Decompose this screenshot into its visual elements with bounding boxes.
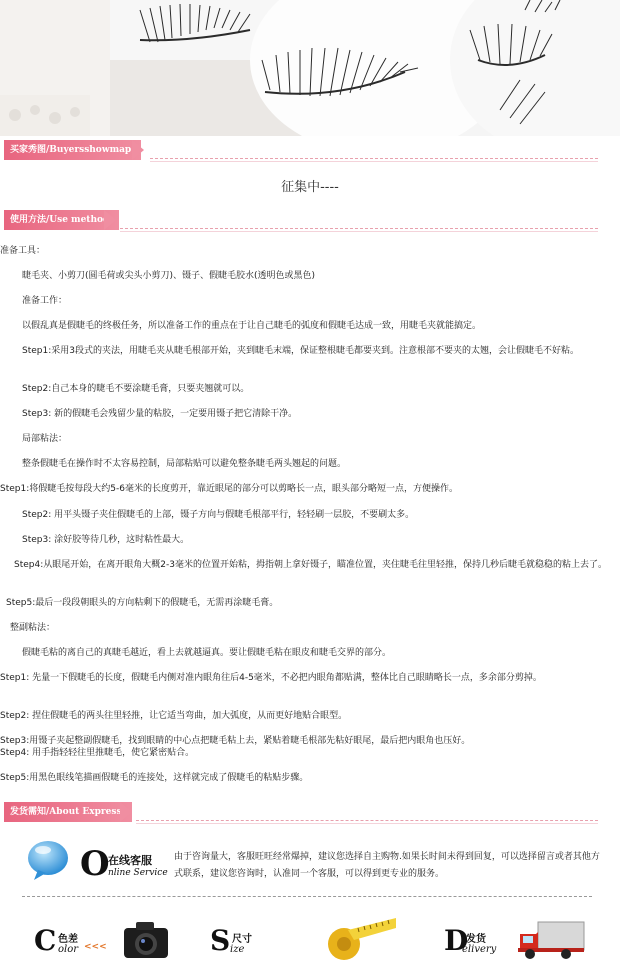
whole-step1: Step1: 先量一下假睫毛的长度，假睫毛内侧对准内眼角往后4-5毫米，不必把内眼角都贴满，整体比自己眼睛略长一点，多余部分剪掉。 bbox=[0, 673, 542, 683]
banner-arrow bbox=[104, 210, 116, 230]
tools-title: 准备工具： bbox=[0, 246, 46, 256]
chat-bubble-icon bbox=[24, 836, 72, 884]
divider bbox=[22, 896, 592, 897]
footer-info-bar bbox=[0, 898, 620, 960]
partial-step2: Step2: 用平头镊子夹住假睫毛的上部，镊子方向与假睫毛根部平行，轻轻刷一层胶，不要刷太多。 bbox=[22, 510, 415, 520]
service-text: 由于咨询量大，客服旺旺经常爆掉，建议您选择自主购物.如果长时间未得到回复，可以选择留言或者其他方式联系，建议您咨询时，认准同一个客服，可以得到更专业的服务。 bbox=[174, 852, 600, 879]
delivery-en: elivery bbox=[462, 944, 497, 955]
divider bbox=[120, 231, 598, 232]
logo-en: nline Service bbox=[108, 868, 168, 878]
color-en: olor bbox=[58, 944, 79, 955]
partial-title: 局部粘法： bbox=[22, 434, 68, 444]
arrows: <<< bbox=[84, 942, 107, 952]
product-photo bbox=[0, 0, 620, 136]
whole-step2: Step2: 捏住假睫毛的两头往里轻推，让它适当弯曲，加大弧度，从而更好地贴合眼型。 bbox=[0, 711, 348, 721]
divider bbox=[136, 820, 598, 821]
tools-list: 睫毛夹、小剪刀(圆毛荷或尖头小剪刀)、镊子、假睫毛胶水(透明色或黑色) bbox=[22, 271, 316, 281]
divider bbox=[150, 161, 598, 162]
size-en: ize bbox=[230, 944, 245, 955]
whole-step4: Step4: 用手指轻轻往里推睫毛，使它紧密贴合。 bbox=[0, 748, 195, 758]
logo-cn: 在线客服 bbox=[108, 854, 152, 867]
prep-title: 准备工作： bbox=[22, 296, 68, 306]
delivery-truck-icon bbox=[516, 918, 586, 960]
size-cn: 尺寸 bbox=[232, 934, 252, 945]
partial-step1: Step1:将假睫毛按每段大约5-6毫米的长度剪开，靠近眼尾的部分可以剪略长一点，眼头部分略短一点，方便操作。 bbox=[0, 484, 458, 494]
section-label: 买家秀图/Buyersshowmap bbox=[4, 140, 141, 160]
prep-step3: Step3: 新的假睫毛会残留少量的粘胶，一定要用镊子把它清除干净。 bbox=[22, 409, 298, 419]
partial-step3: Step3: 涂好胶等待几秒，这时粘性最大。 bbox=[22, 535, 190, 545]
section-label: 使用方法/Use method bbox=[4, 210, 119, 230]
prep-text: 以假乱真是假睫毛的终极任务，所以准备工作的重点在于让自己睫毛的弧度和假睫毛达成一致，用睫毛夹就能搞定。 bbox=[22, 321, 482, 331]
logo-letter: O bbox=[80, 844, 110, 884]
collecting-notice: 征集中---- bbox=[281, 180, 339, 195]
camera-icon bbox=[120, 918, 172, 960]
whole-step5: Step5:用黑色眼线笔描画假睫毛的连接处，这样就完成了假睫毛的粘贴步骤。 bbox=[0, 773, 309, 783]
prep-step2: Step2:自己本身的睫毛不要涂睫毛膏，只要夹翘就可以。 bbox=[22, 384, 250, 394]
false-eyelash-product-photo bbox=[0, 0, 620, 136]
section-header-buyers-show bbox=[0, 138, 620, 164]
whole-intro: 假睫毛粘的离自己的真睫毛越近，看上去就越逼真。要让假睫毛粘在眼皮和睫毛交界的部分。 bbox=[22, 648, 392, 658]
prep-step1: Step1:采用3段式的夹法，用睫毛夹从睫毛根部开始，夹到睫毛末端，保证整根睫毛都要夹到。注意根部不要夹的太翘，会让假睫毛不好粘。 bbox=[22, 346, 579, 356]
partial-step4: Step4:从眼尾开始，在离开眼角大概2-3毫米的位置开始粘，拇指朝上拿好镊子，瞄准位置，夹住睫毛往里轻推，保持几秒后睫毛就稳稳的粘上去了。 bbox=[14, 560, 607, 570]
divider bbox=[150, 158, 598, 159]
measuring-tape-icon bbox=[318, 914, 398, 960]
whole-step3: Step3:用镊子夹起整副假睫毛，找到眼睛的中心点把睫毛粘上去，紧贴着睫毛根部先粘好眼尾，最后把内眼角也压好。 bbox=[0, 736, 471, 746]
section-header-use-method bbox=[0, 208, 620, 234]
divider bbox=[120, 228, 598, 229]
section-label: 发货需知/About Express bbox=[4, 802, 132, 822]
delivery-cn: 发货 bbox=[466, 934, 486, 945]
divider bbox=[136, 823, 598, 824]
color-letter: C bbox=[34, 924, 57, 957]
size-letter: S bbox=[210, 924, 231, 957]
banner-arrow bbox=[132, 140, 144, 160]
whole-title: 整副粘法： bbox=[10, 623, 56, 633]
section-header-about-express bbox=[0, 800, 620, 826]
partial-step5: Step5:最后一段段朝眼头的方向粘剩下的假睫毛，无需再涂睫毛膏。 bbox=[6, 598, 279, 608]
partial-intro: 整条假睫毛在操作时不太容易控制，局部粘贴可以避免整条睫毛两头翘起的问题。 bbox=[22, 459, 347, 469]
delivery-letter: D bbox=[444, 924, 469, 957]
banner-arrow bbox=[120, 802, 132, 822]
color-cn: 色差 bbox=[58, 934, 78, 945]
